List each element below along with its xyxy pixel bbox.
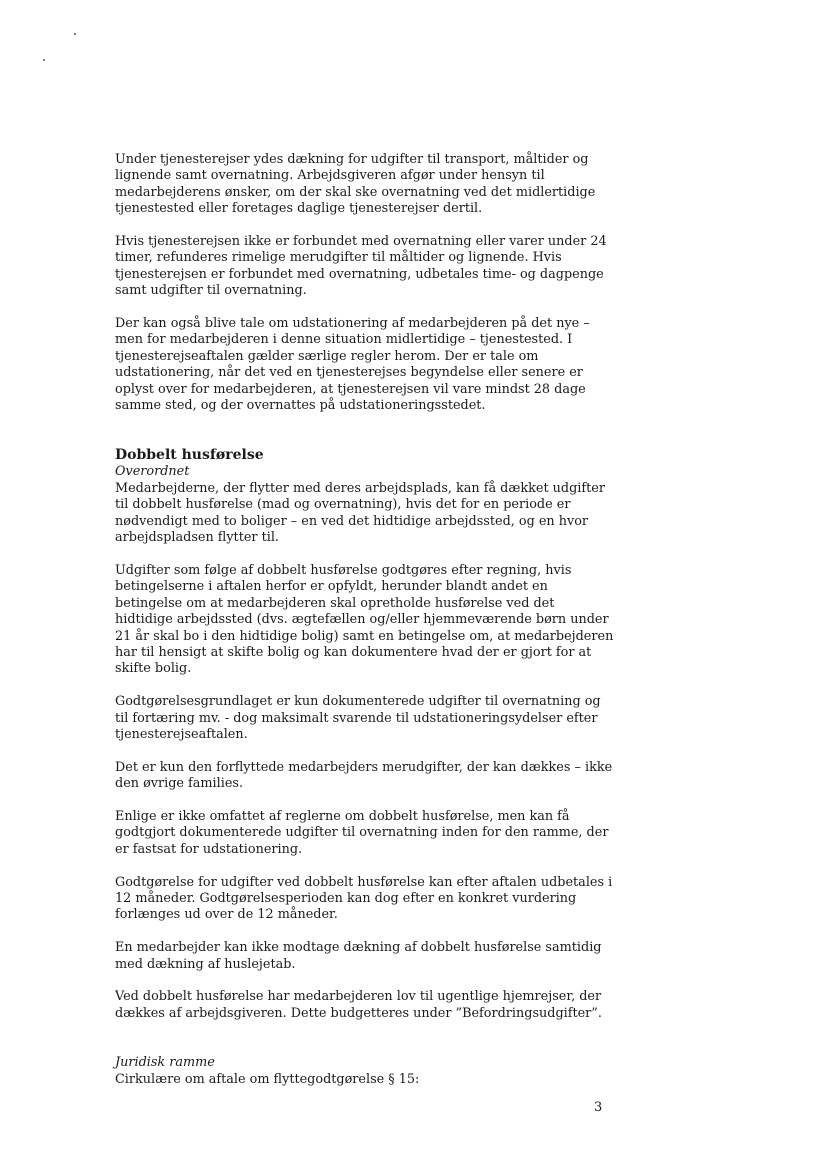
paragraph: Medarbejderne, der flytter med deres arbejdsplads, kan få dækket udgifter til dobbelt husførelse (mad og overnatning), hvis det for en periode er nødvendigt med to boliger – en ved det hidtidige arbejdssted, og en hvor arbejdspladsen flytter til. (115, 480, 605, 546)
section-subheading: Overordnet (115, 464, 190, 480)
paragraph: Godtgørelse for udgifter ved dobbelt husførelse kan efter aftalen udbetales i 12 måneder. Godtgørelsesperioden kan dog efter en konkret vurdering forlænges ud over de 12 måneder. (115, 874, 613, 923)
scan-speck (43, 59, 45, 61)
paragraph: Enlige er ikke omfattet af reglerne om dobbelt husførelse, men kan få godtgjort dokumenterede udgifter til overnatning inden for den ramme, der er fastsat for udstationering. (115, 808, 609, 857)
paragraph: Der kan også blive tale om udstationering af medarbejderen på det nye – men for medarbejderen i denne situation midlertidige – tjenestested. I tjenesterejseaftalen gælder særlige regler herom. Der er tale om udstationering, når det ved en tjenesterejses begyndelse eller senere er oplyst over for medarbejderen, at tjenesterejsen vil vare mindst 28 dage samme sted, og der overnattes på udstationeringsstedet. (115, 316, 590, 414)
section-heading: Dobbelt husførelse (115, 447, 264, 464)
page-number: 3 (594, 1100, 603, 1115)
legal-subheading: Juridisk ramme (115, 1055, 215, 1071)
paragraph: En medarbejder kan ikke modtage dækning af dobbelt husførelse samtidig med dækning af huslejetab. (115, 940, 602, 972)
paragraph: Det er kun den forflyttede medarbejders merudgifter, der kan dækkes – ikke den øvrige families. (115, 759, 613, 792)
scan-speck (74, 33, 76, 35)
document-body (115, 152, 615, 1088)
paragraph: Udgifter som følge af dobbelt husførelse godtgøres efter regning, hvis betingelserne i aftalen herfor er opfyldt, herunder blandt andet en betingelse om at medarbejderen skal opretholde husførelse ved det hidtidige arbejdssted (dvs. ægtefællen og/eller hjemmeværende børn under 21 år skal bo i den hidtidige bolig) samt en betingelse om, at medarbejderen har til hensigt at skifte bolig og kan dokumentere hvad der er gjort for at skifte bolig. (115, 562, 614, 677)
paragraph: Ved dobbelt husførelse har medarbejderen lov til ugentlige hjemrejser, der dækkes af arbejdsgiveren. Dette budgetteres under ”Befordringsudgifter”. (115, 989, 602, 1021)
paragraph: Hvis tjenesterejsen ikke er forbundet med overnatning eller varer under 24 timer, refunderes rimelige merudgifter til måltider og lignende. Hvis tjenesterejsen er forbundet med overnatning, udbetales time- og dagpenge samt udgifter til overnatning. (115, 234, 607, 299)
paragraph: Godtgørelsesgrundlaget er kun dokumenterede udgifter til overnatning og til fortæring mv. - dog maksimalt svarende til udstationeringsydelser efter tjenesterejseaftalen. (115, 694, 601, 742)
paragraph: Under tjenesterejser ydes dækning for udgifter til transport, måltider og lignende samt overnatning. Arbejdsgiveren afgør under hensyn til medarbejderens ønsker, om der skal ske overnatning ved det midlertidige tjenestested eller foretages daglige tjenesterejser dertil. (115, 152, 596, 217)
legal-text: Cirkulære om aftale om flyttegodtgørelse § 15: (115, 1071, 420, 1087)
